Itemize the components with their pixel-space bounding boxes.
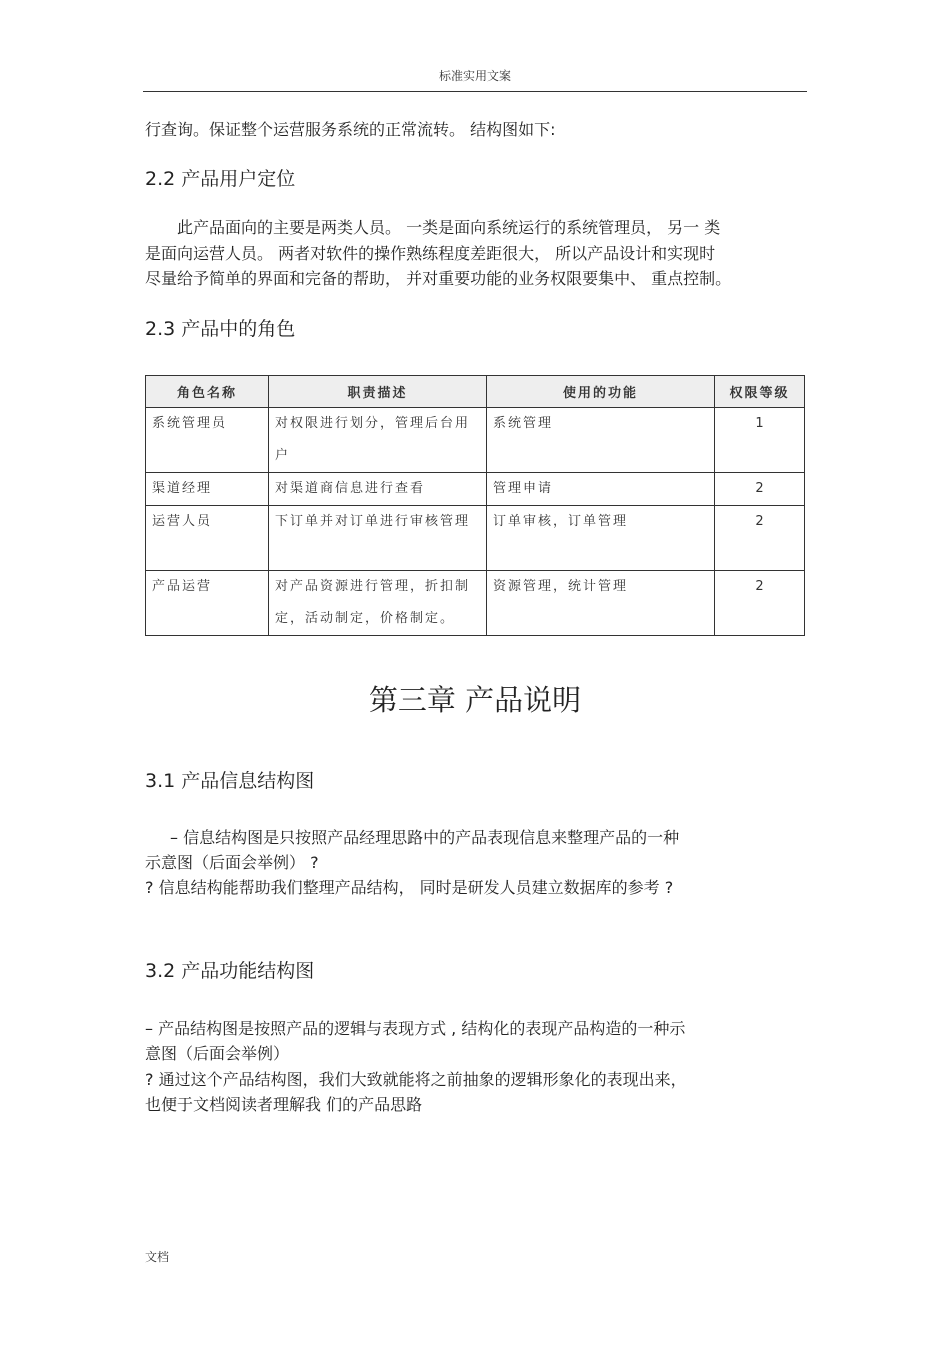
level-cell: 1: [715, 408, 805, 473]
duty-cell: 对产品资源进行管理，折扣制定，活动制定，价格制定。: [269, 571, 487, 636]
section-2-2-heading: 2.2 产品用户定位: [145, 168, 296, 190]
function-cell: 资源管理，统计管理: [487, 571, 715, 636]
duty-cell: 对权限进行划分，管理后台用户: [269, 408, 487, 473]
column-header-duty: 职责描述: [269, 376, 487, 408]
section-2-2-line: 尽量给予简单的界面和完备的帮助， 并对重要功能的业务权限要集中、 重点控制。: [145, 269, 732, 288]
section-3-1-line: ? 信息结构能帮助我们整理产品结构， 同时是研发人员建立数据库的参考 ?: [145, 878, 674, 897]
level-cell: 2: [715, 473, 805, 506]
section-3-2-line: – 产品结构图是按照产品的逻辑与表现方式 , 结构化的表现产品构造的一种示: [145, 1019, 686, 1038]
table-row: [146, 473, 805, 506]
role-cell: 系统管理员: [146, 408, 269, 473]
page-footer-label: 文档: [145, 1250, 170, 1264]
function-cell: 系统管理: [487, 408, 715, 473]
table-row: [146, 506, 805, 571]
header-divider: [143, 91, 807, 92]
level-cell: 2: [715, 506, 805, 571]
chapter-title: 第三章 产品说明: [368, 683, 582, 717]
column-header-function: 使用的功能: [487, 376, 715, 408]
level-cell: 2: [715, 571, 805, 636]
function-cell: 管理申请: [487, 473, 715, 506]
function-cell: 订单审核，订单管理: [487, 506, 715, 571]
intro-line: 行查询。保证整个运营服务系统的正常流转。 结构图如下:: [145, 120, 556, 139]
section-3-2-line: 也便于文档阅读者理解我 们的产品思路: [145, 1095, 423, 1114]
section-3-2-line: 意图（后面会举例）: [145, 1044, 290, 1063]
role-cell: 渠道经理: [146, 473, 269, 506]
column-header-level: 权限等级: [715, 376, 805, 408]
section-3-2-heading: 3.2 产品功能结构图: [145, 960, 315, 982]
role-cell: 产品运营: [146, 571, 269, 636]
section-3-2-line: ? 通过这个产品结构图，我们大致就能将之前抽象的逻辑形象化的表现出来，: [145, 1070, 687, 1089]
page-header-title: 标准实用文案: [438, 69, 511, 83]
roles-table: [145, 375, 805, 636]
role-cell: 运营人员: [146, 506, 269, 571]
section-2-2-line: 是面向运营人员。 两者对软件的操作熟练程度差距很大， 所以产品设计和实现时: [145, 244, 716, 263]
table-row: [146, 571, 805, 636]
section-3-1-heading: 3.1 产品信息结构图: [145, 770, 315, 792]
duty-cell: 对渠道商信息进行查看: [269, 473, 487, 506]
section-2-2-line: 此产品面向的主要是两类人员。 一类是面向系统运行的系统管理员， 另一 类: [177, 218, 721, 237]
table-row: [146, 408, 805, 473]
section-3-1-line: 示意图（后面会举例） ?: [145, 853, 319, 872]
section-3-1-line: – 信息结构图是只按照产品经理思路中的产品表现信息来整理产品的一种: [170, 828, 680, 847]
duty-cell: 下订单并对订单进行审核管理: [269, 506, 487, 571]
section-2-3-heading: 2.3 产品中的角色: [145, 318, 296, 340]
table-header-row: [146, 376, 805, 408]
column-header-role: 角色名称: [146, 376, 269, 408]
